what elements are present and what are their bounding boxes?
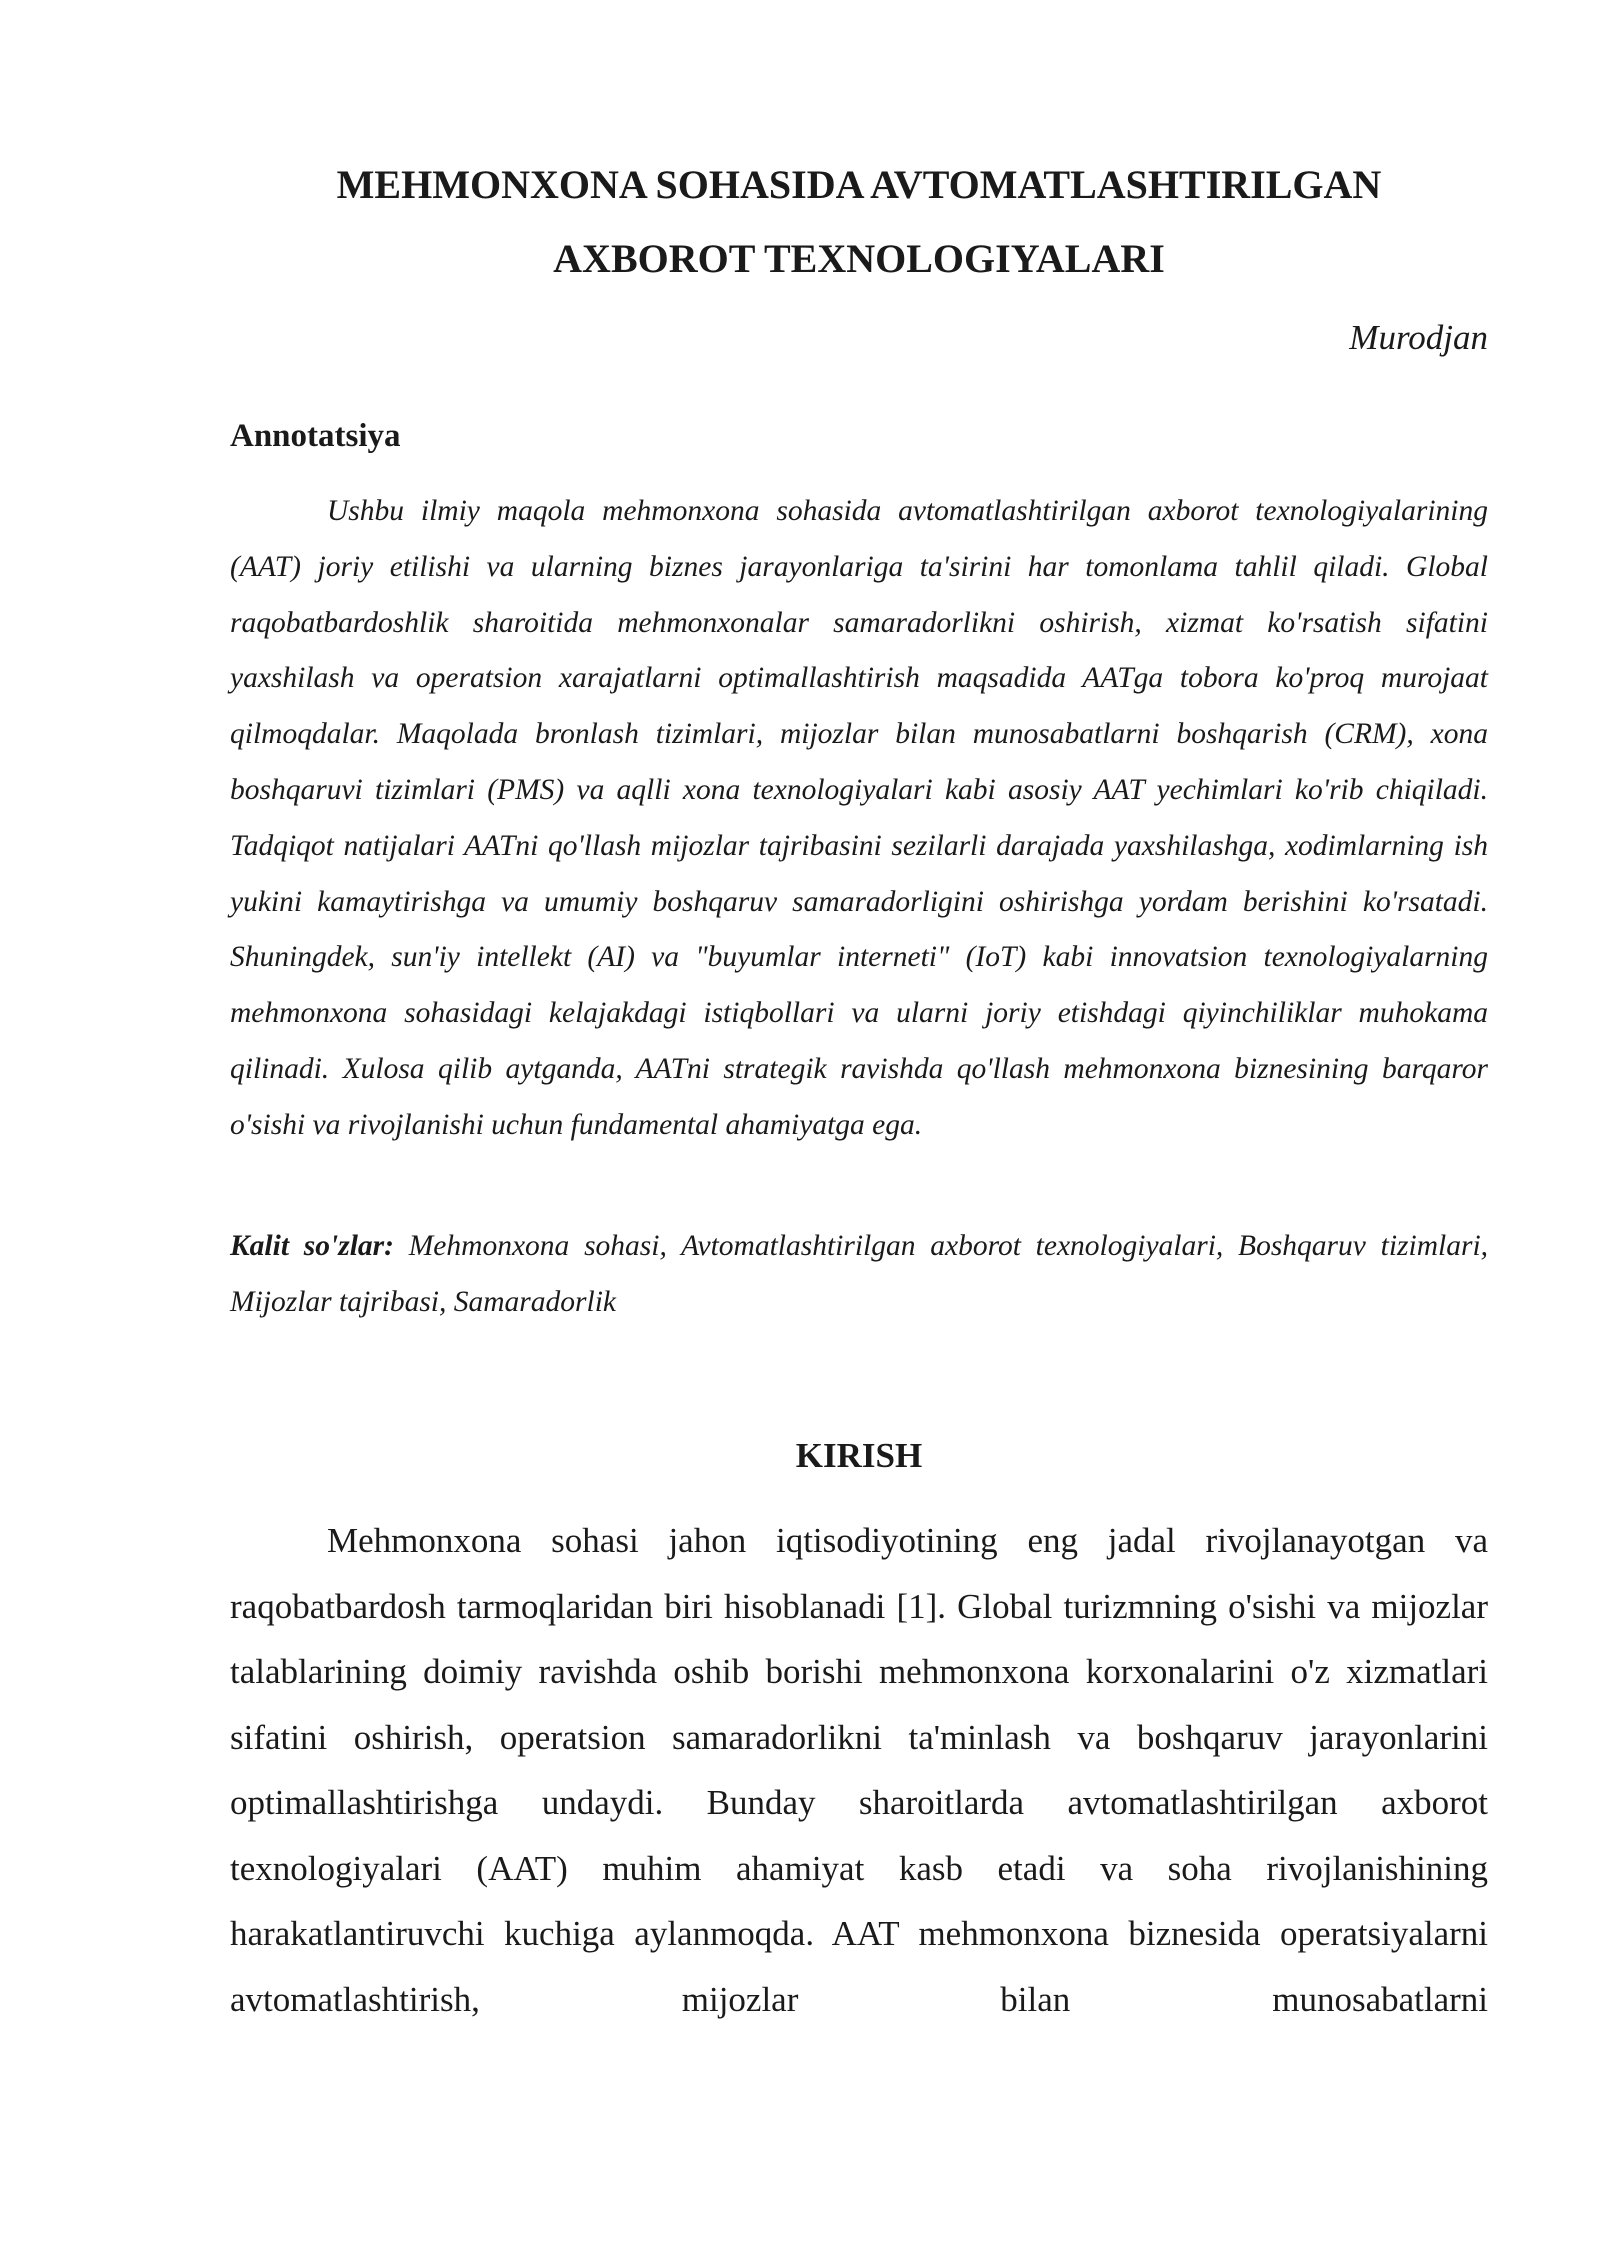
paper-title bbox=[230, 148, 1488, 296]
abstract-text: Ushbu ilmiy maqola mehmonxona sohasida avtomatlashtirilgan axborot texnologiyalarining (AAT) joriy etilishi va ularning biznes jarayonlariga ta'sirini har tomonlama tahlil qiladi. Global raqobatbardoshlik sharoitida mehmonxonalar samaradorlikni oshirish, xizmat ko'rsatish sifatini yaxshilash va operatsion xarajatlarni optimallashtirish maqsadida AATga tobora ko'proq murojaat qilmoqdalar. Maqolada bronlash tizimlari, mijozlar bilan munosabatlarni boshqarish (CRM), xona boshqaruvi tizimlari (PMS) va aqlli xona texnologiyalari kabi asosiy AAT yechimlari ko'rib chiqiladi. Tadqiqot natijalari AATni qo'llash mijozlar tajribasini sezilarli darajada yaxshilashga, xodimlarning ish yukini kamaytirishga va umumiy boshqaruv samaradorligini oshirishga yordam berishini ko'rsatadi. Shuningdek, sun'iy intellekt (AI) va "buyumlar interneti" (IoT) kabi innovatsion texnologiyalarning mehmonxona sohasidagi kelajakdagi istiqbollari va ularni joriy etishdagi qiyinchiliklar muhokama qilinadi. Xulosa qilib aytganda, AATni strategik ravishda qo'llash mehmonxona biznesining barqaror o'sishi va rivojlanishi uchun fundamental ahamiyatga ega. bbox=[230, 495, 1488, 1141]
keywords-label: Kalit so'zlar: bbox=[230, 1230, 394, 1262]
section-heading-introduction: KIRISH bbox=[795, 1436, 923, 1475]
keywords bbox=[230, 1218, 1488, 1330]
keywords-text: Mehmonxona sohasi, Avtomatlashtirilgan axborot texnologiyalari, Boshqaruv tizimlari, Mijozlar tajribasi, Samaradorlik bbox=[230, 1230, 1489, 1318]
paper-title-line-2: AXBOROT TEXNOLOGIYALARI bbox=[553, 236, 1165, 281]
author-name: Murodjan bbox=[1349, 318, 1488, 357]
paper-title-line-1: MEHMONXONA SOHASIDA AVTOMATLASHTIRILGAN bbox=[336, 162, 1382, 207]
abstract-heading: Annotatsiya bbox=[230, 418, 401, 454]
introduction-text: Mehmonxona sohasi jahon iqtisodiyotining eng jadal rivojlanayotgan va raqobatbardosh tarmoqlaridan biri hisoblanadi [1]. Global turizmning o'sishi va mijozlar talablarining doimiy ravishda oshib borishi mehmonxona korxonalarini o'z xizmatlari sifatini oshirish, operatsion samaradorlikni ta'minlash va boshqaruv jarayonlarini optimallashtirishga undaydi. Bunday sharoitlarda avtomatlashtirilgan axborot texnologiyalari (AAT) muhim ahamiyat kasb etadi va soha rivojlanishining harakatlantiruvchi kuchiga aylanmoqda. AAT mehmonxona biznesida operatsiyalarni avtomatlashtirish, mijozlar bilan munosabatlarni bbox=[230, 1521, 1488, 2019]
